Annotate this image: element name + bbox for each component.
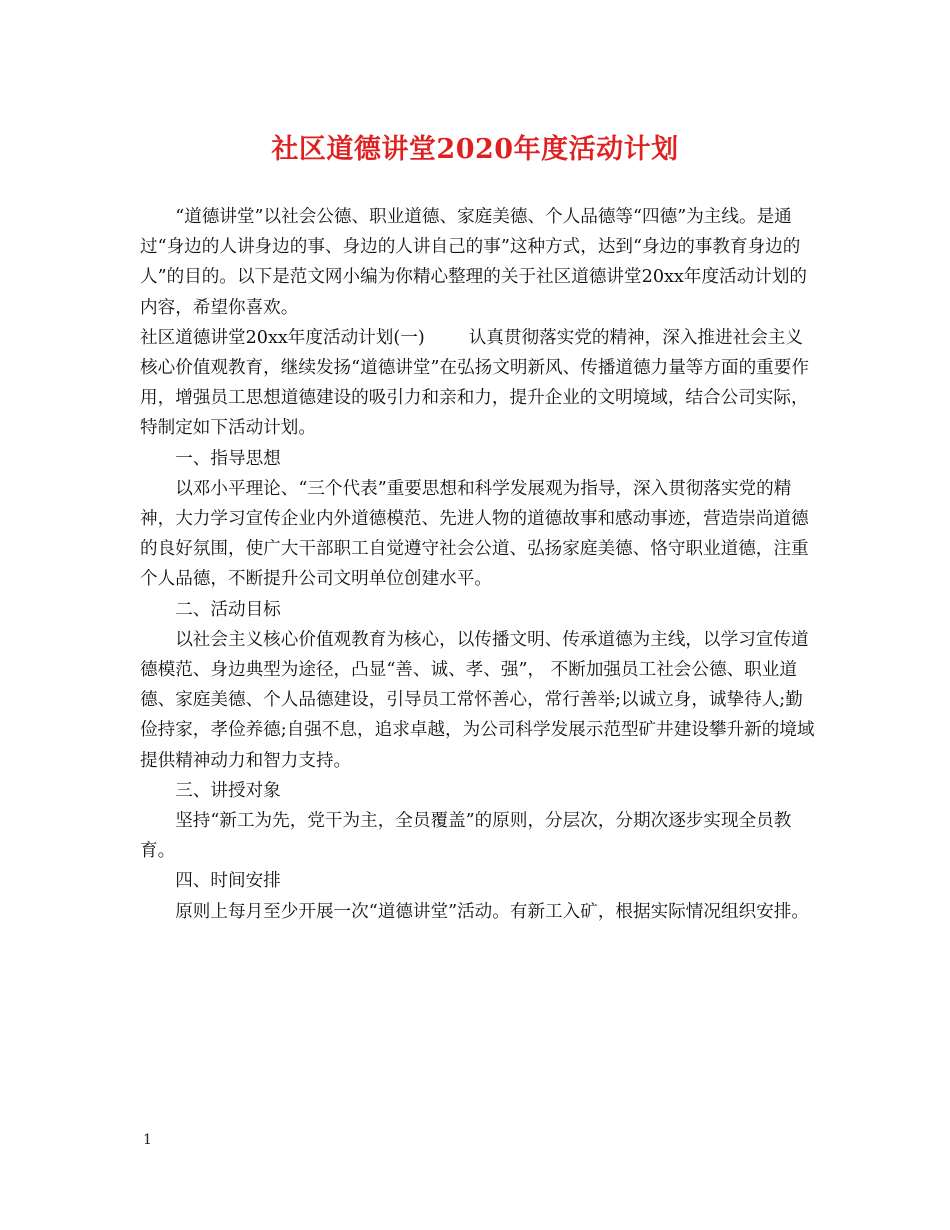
section-text: 坚持“新工为先，党干为主，全员覆盖”的原则，分层次，分期次逐步实现全员教育。 bbox=[140, 811, 792, 862]
page-number: 1 bbox=[143, 1132, 152, 1148]
plan-intro: 认真贯彻落实党的精神，深入推进社会主义核心价值观教育，继续发扬“道德讲堂”在弘扬文明新风、传播道德力量等方面的重要作用，增强员工思想道德建设的吸引力和亲和力，提升企业的文明境域，结合公司实际，特制定如下活动计划。 bbox=[140, 327, 809, 439]
section-text: 以邓小平理论、“三个代表”重要思想和科学发展观为指导，深入贯彻落实党的精神，大力学习宣传企业内外道德模范、先进人物的道德故事和感动事迹，营造崇尚道德的良好氛围，使广大干部职工自觉遵守社会公道、弘扬家庭美德、恪守职业道德，注重个人品德，不断提升公司文明单位创建水平。 bbox=[140, 478, 809, 590]
plan-heading: 社区道德讲堂20xx年度活动计划(一) bbox=[140, 327, 425, 348]
section-heading: 一、指导思想 bbox=[175, 448, 281, 469]
section-text: 原则上每月至少开展一次“道德讲堂”活动。有新工入矿，根据实际情况组织安排。 bbox=[175, 901, 809, 922]
intro-paragraph: “道德讲堂”以社会公德、职业道德、家庭美德、个人品德等“四德”为主线。是通过“身边的人讲身边的事、身边的人讲自己的事”这种方式，达到“身边的事教育身边的人”的目的。以下是范文网小编为你精心整理的关于社区道德讲堂20xx年度活动计划的内容，希望你喜欢。 bbox=[140, 207, 808, 318]
section-heading: 二、活动目标 bbox=[175, 599, 281, 620]
section-text: 以社会主义核心价值观教育为核心，以传播文明、传承道德为主线，以学习宣传道德模范、身边典型为途径，凸显“善、诚、孝、强”， 不断加强员工社会公德、职业道德、家庭美德、个人品德建设，引导员工常怀善心，常行善举;以诚立身，诚挚待人;勤俭持家，孝俭养德;自强不息，追求卓越，为公司科学发展示范型矿井建设攀升新的境域提供精神动力和智力支持。 bbox=[140, 629, 815, 771]
plan-paragraph bbox=[140, 323, 820, 444]
section-heading: 三、讲授对象 bbox=[175, 780, 281, 801]
document-title: 社区道德讲堂2020年度活动计划 bbox=[271, 134, 679, 165]
document-body bbox=[140, 202, 820, 927]
section-heading: 四、时间安排 bbox=[175, 871, 281, 892]
